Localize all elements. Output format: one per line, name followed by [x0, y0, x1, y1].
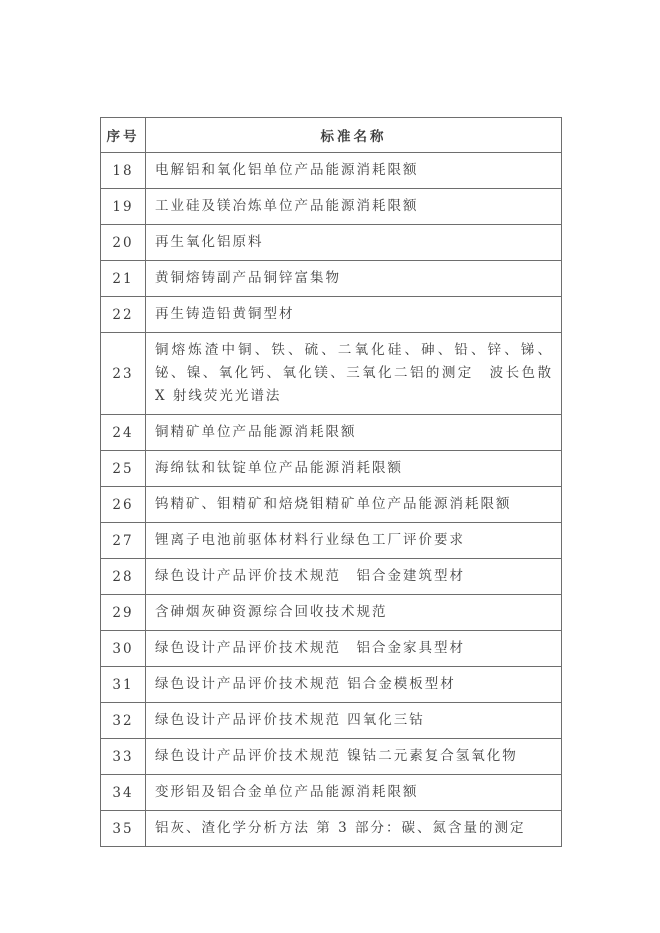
row-name-cell: 海绵钛和钛锭单位产品能源消耗限额: [146, 451, 562, 487]
row-index-cell: 34: [101, 775, 146, 811]
table-row: [101, 487, 562, 523]
row-name-cell: 变形铝及铝合金单位产品能源消耗限额: [146, 775, 562, 811]
table-row: [101, 811, 562, 847]
row-index-cell: 32: [101, 703, 146, 739]
row-name-cell: 铝灰、渣化学分析方法 第 3 部分：碳、氮含量的测定: [146, 811, 562, 847]
row-name-cell: 电解铝和氧化铝单位产品能源消耗限额: [146, 153, 562, 189]
table-row: [101, 261, 562, 297]
col-name-header: 标准名称: [146, 118, 562, 153]
row-name-cell: 绿色设计产品评价技术规范 镍钴二元素复合氢氧化物: [146, 739, 562, 775]
table-row: [101, 451, 562, 487]
row-name-cell: 绿色设计产品评价技术规范 铝合金家具型材: [146, 631, 562, 667]
row-index-cell: 35: [101, 811, 146, 847]
table-row: [101, 189, 562, 225]
table-row: [101, 559, 562, 595]
row-index-cell: 21: [101, 261, 146, 297]
row-name-cell: 含砷烟灰砷资源综合回收技术规范: [146, 595, 562, 631]
row-name-cell: 绿色设计产品评价技术规范 铝合金建筑型材: [146, 559, 562, 595]
table-row: [101, 703, 562, 739]
row-name-cell: 铜熔炼渣中铜、铁、硫、二氧化硅、砷、铅、锌、锑、铋、镍、氧化钙、氧化镁、三氧化二铝的测定 波长色散 X 射线荧光光谱法: [146, 333, 562, 415]
table-header-row: [101, 118, 562, 153]
table-row: [101, 523, 562, 559]
row-index-cell: 29: [101, 595, 146, 631]
row-index-cell: 22: [101, 297, 146, 333]
row-name-cell: 铜精矿单位产品能源消耗限额: [146, 415, 562, 451]
row-index-cell: 28: [101, 559, 146, 595]
row-index-cell: 23: [101, 333, 146, 415]
table-row: [101, 739, 562, 775]
table-row: [101, 153, 562, 189]
row-index-cell: 26: [101, 487, 146, 523]
table-row: [101, 333, 562, 415]
row-index-cell: 30: [101, 631, 146, 667]
row-index-cell: 31: [101, 667, 146, 703]
row-name-cell: 绿色设计产品评价技术规范 铝合金模板型材: [146, 667, 562, 703]
table-row: [101, 415, 562, 451]
row-index-cell: 24: [101, 415, 146, 451]
table-body: [101, 153, 562, 847]
table-row: [101, 775, 562, 811]
row-name-cell: 再生铸造铅黄铜型材: [146, 297, 562, 333]
table-row: [101, 631, 562, 667]
row-name-cell: 钨精矿、钼精矿和焙烧钼精矿单位产品能源消耗限额: [146, 487, 562, 523]
row-name-cell: 工业硅及镁冶炼单位产品能源消耗限额: [146, 189, 562, 225]
row-name-cell: 绿色设计产品评价技术规范 四氧化三钴: [146, 703, 562, 739]
row-name-cell: 再生氧化铝原料: [146, 225, 562, 261]
table-row: [101, 667, 562, 703]
table-row: [101, 297, 562, 333]
row-index-cell: 27: [101, 523, 146, 559]
row-index-cell: 25: [101, 451, 146, 487]
row-index-cell: 20: [101, 225, 146, 261]
table-row: [101, 225, 562, 261]
row-name-cell: 黄铜熔铸副产品铜锌富集物: [146, 261, 562, 297]
row-index-cell: 33: [101, 739, 146, 775]
row-index-cell: 18: [101, 153, 146, 189]
col-index-header: 序号: [101, 118, 146, 153]
standards-table: [100, 117, 562, 847]
table-row: [101, 595, 562, 631]
row-index-cell: 19: [101, 189, 146, 225]
row-name-cell: 锂离子电池前驱体材料行业绿色工厂评价要求: [146, 523, 562, 559]
